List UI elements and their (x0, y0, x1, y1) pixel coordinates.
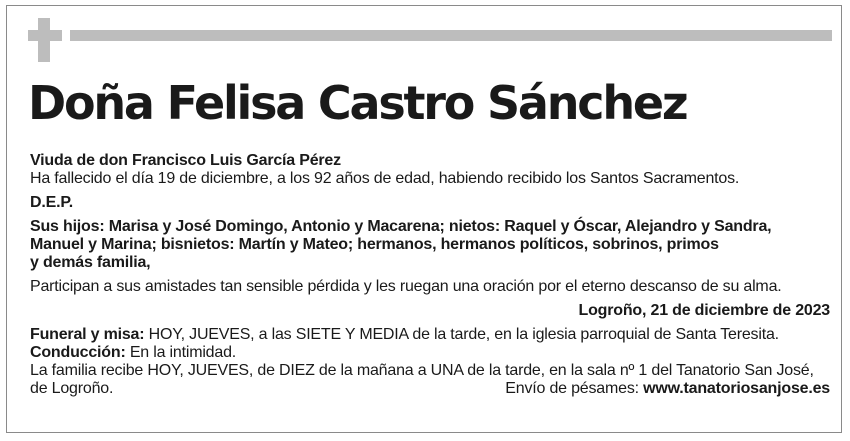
visit-line: La familia recibe HOY, JUEVES, de DIEZ de la mañana a UNA de la tarde, en la sala nº 1 del Tanatorio San José, (30, 362, 814, 379)
subtitle: Viuda de don Francisco Luis García Pérez (30, 152, 341, 169)
header-rule (70, 30, 832, 41)
funeral-text: HOY, JUEVES, a las SIETE Y MEDIA de la tarde, en la iglesia parroquial de Santa Teresita. (148, 326, 779, 343)
deceased-name: Doña Felisa Castro Sánchez (28, 76, 687, 130)
family-line: Sus hijos: Marisa y José Domingo, Antonio y Macarena; nietos: Raquel y Óscar, Alejandro y Sandra, (30, 218, 772, 235)
family-line: y demás familia, (30, 254, 151, 271)
condolences-line (30, 380, 830, 398)
condolences-url[interactable]: www.tanatoriosanjose.es (643, 380, 830, 397)
place-date: Logroño, 21 de diciembre de 2023 (578, 302, 830, 319)
funeral-label: Funeral y misa: (30, 326, 145, 343)
conduccion-text: En la intimidad. (129, 344, 237, 361)
conduccion-line (30, 344, 830, 362)
funeral-line (30, 326, 830, 344)
condolences-label: Envío de pésames: (505, 380, 639, 397)
family-line: Manuel y Marina; bisnietos: Martín y Mateo; hermanos, hermanos políticos, sobrinos, primos (30, 236, 719, 253)
passing-text: Ha fallecido el día 19 de diciembre, a los 92 años de edad, habiendo recibido los Santos Sacramentos. (30, 170, 740, 187)
family-block (30, 218, 830, 272)
conduccion-label: Conducción: (30, 344, 126, 361)
request-text: Participan a sus amistades tan sensible pérdida y les ruegan una oración por el eterno descanso de su alma. (30, 278, 782, 295)
dep-text: D.E.P. (30, 194, 73, 211)
visit-line: de Logroño. (30, 380, 114, 397)
obituary-body (30, 152, 830, 398)
